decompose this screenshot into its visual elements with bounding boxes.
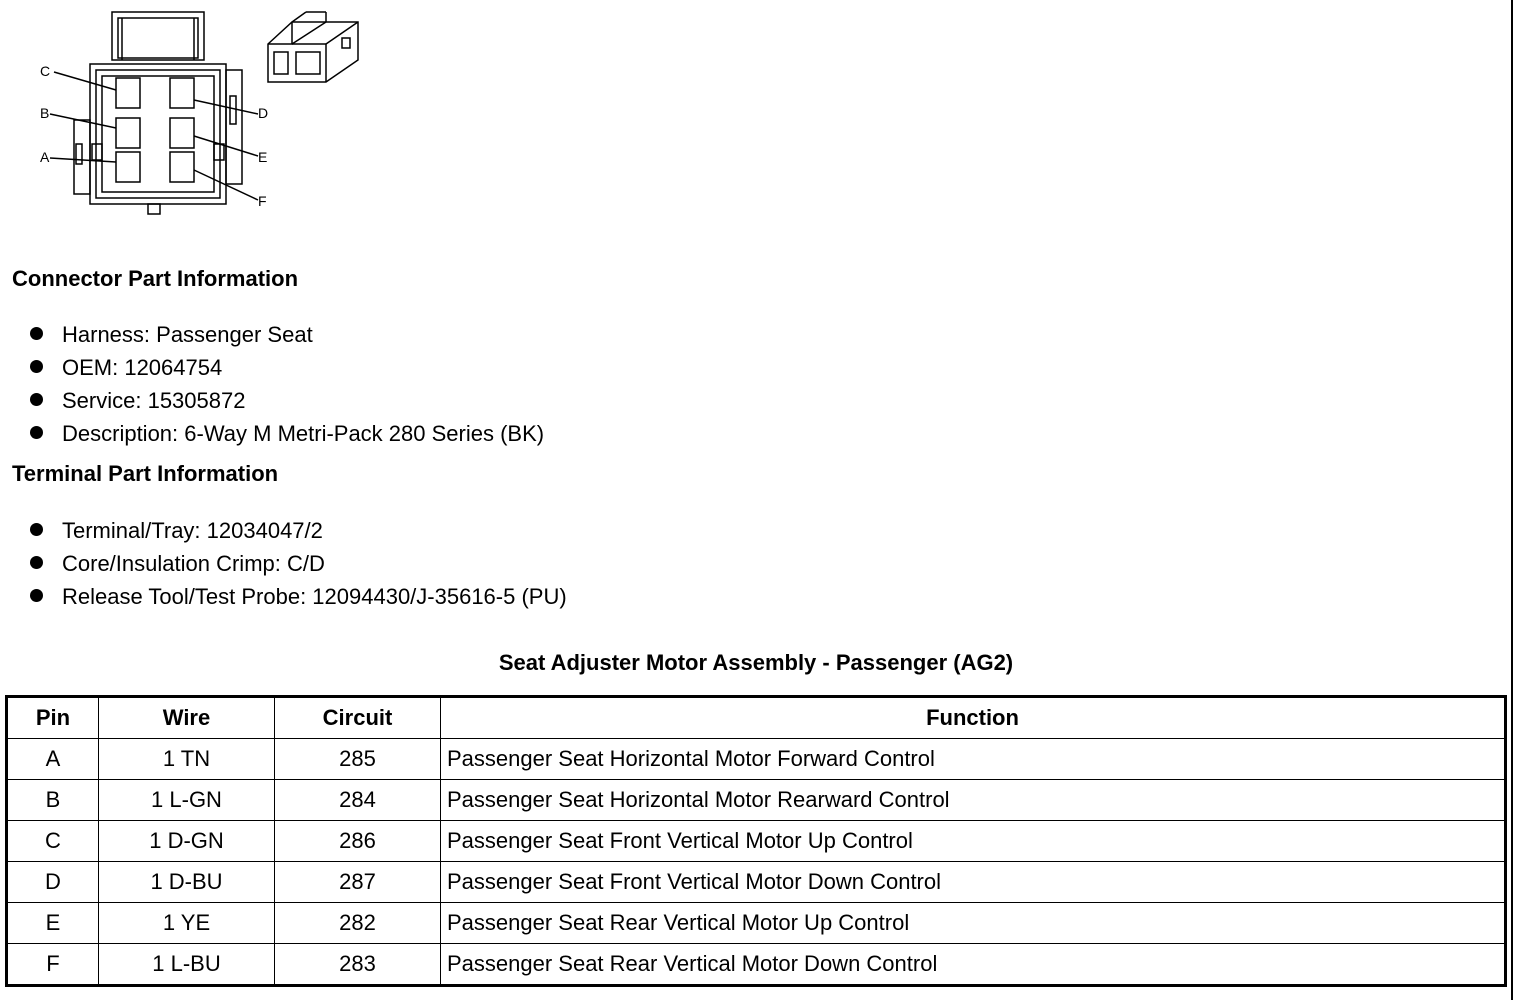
- list-item: Release Tool/Test Probe: 12094430/J-35616-5 (PU): [30, 580, 567, 613]
- table-row: [7, 821, 1506, 862]
- cell-pin: C: [7, 821, 99, 862]
- cell-circuit: 283: [275, 944, 441, 986]
- cell-wire: 1 L-BU: [99, 944, 275, 986]
- cell-function: Passenger Seat Horizontal Motor Forward Control: [441, 739, 1506, 780]
- table-row: [7, 903, 1506, 944]
- list-item: Harness: Passenger Seat: [30, 318, 544, 351]
- cell-wire: 1 L-GN: [99, 780, 275, 821]
- cell-pin: F: [7, 944, 99, 986]
- cell-wire: 1 D-BU: [99, 862, 275, 903]
- list-item: Description: 6-Way M Metri-Pack 280 Series (BK): [30, 417, 544, 450]
- connector-drawing: [30, 4, 370, 219]
- cell-wire: 1 TN: [99, 739, 275, 780]
- cell-pin: E: [7, 903, 99, 944]
- pin-label-b: B: [40, 105, 50, 121]
- cell-circuit: 286: [275, 821, 441, 862]
- list-item: Terminal/Tray: 12034047/2: [30, 514, 567, 547]
- connector-diagram: [30, 4, 370, 219]
- terminal-info-list: [30, 514, 567, 613]
- header-wire: Wire: [99, 697, 275, 739]
- header-function: Function: [441, 697, 1506, 739]
- table-header-row: [7, 697, 1506, 739]
- cell-circuit: 284: [275, 780, 441, 821]
- cell-circuit: 287: [275, 862, 441, 903]
- list-item: Core/Insulation Crimp: C/D: [30, 547, 567, 580]
- table-caption: Seat Adjuster Motor Assembly - Passenger (AG2): [498, 650, 1014, 675]
- terminal-info-title: Terminal Part Information: [12, 461, 279, 486]
- cell-circuit: 282: [275, 903, 441, 944]
- list-item: OEM: 12064754: [30, 351, 544, 384]
- cell-pin: A: [7, 739, 99, 780]
- header-pin: Pin: [7, 697, 99, 739]
- connector-info-title: Connector Part Information: [12, 266, 299, 291]
- cell-function: Passenger Seat Rear Vertical Motor Down Control: [441, 944, 1506, 986]
- pin-label-e: E: [258, 149, 268, 165]
- cell-circuit: 285: [275, 739, 441, 780]
- header-circuit: Circuit: [275, 697, 441, 739]
- pin-label-a: A: [40, 149, 50, 165]
- cell-function: Passenger Seat Rear Vertical Motor Up Control: [441, 903, 1506, 944]
- list-item: Service: 15305872: [30, 384, 544, 417]
- table-row: [7, 780, 1506, 821]
- cell-wire: 1 YE: [99, 903, 275, 944]
- cell-pin: B: [7, 780, 99, 821]
- cell-wire: 1 D-GN: [99, 821, 275, 862]
- table-row: [7, 739, 1506, 780]
- pin-label-c: C: [40, 63, 51, 79]
- page-edge-line: [1511, 0, 1513, 1000]
- pinout-table: [5, 695, 1507, 987]
- cell-function: Passenger Seat Horizontal Motor Rearward Control: [441, 780, 1506, 821]
- pin-label-f: F: [258, 193, 267, 209]
- connector-info-list: [30, 318, 544, 450]
- table-row: [7, 944, 1506, 986]
- cell-function: Passenger Seat Front Vertical Motor Up Control: [441, 821, 1506, 862]
- table-row: [7, 862, 1506, 903]
- pin-label-d: D: [258, 105, 269, 121]
- cell-function: Passenger Seat Front Vertical Motor Down Control: [441, 862, 1506, 903]
- cell-pin: D: [7, 862, 99, 903]
